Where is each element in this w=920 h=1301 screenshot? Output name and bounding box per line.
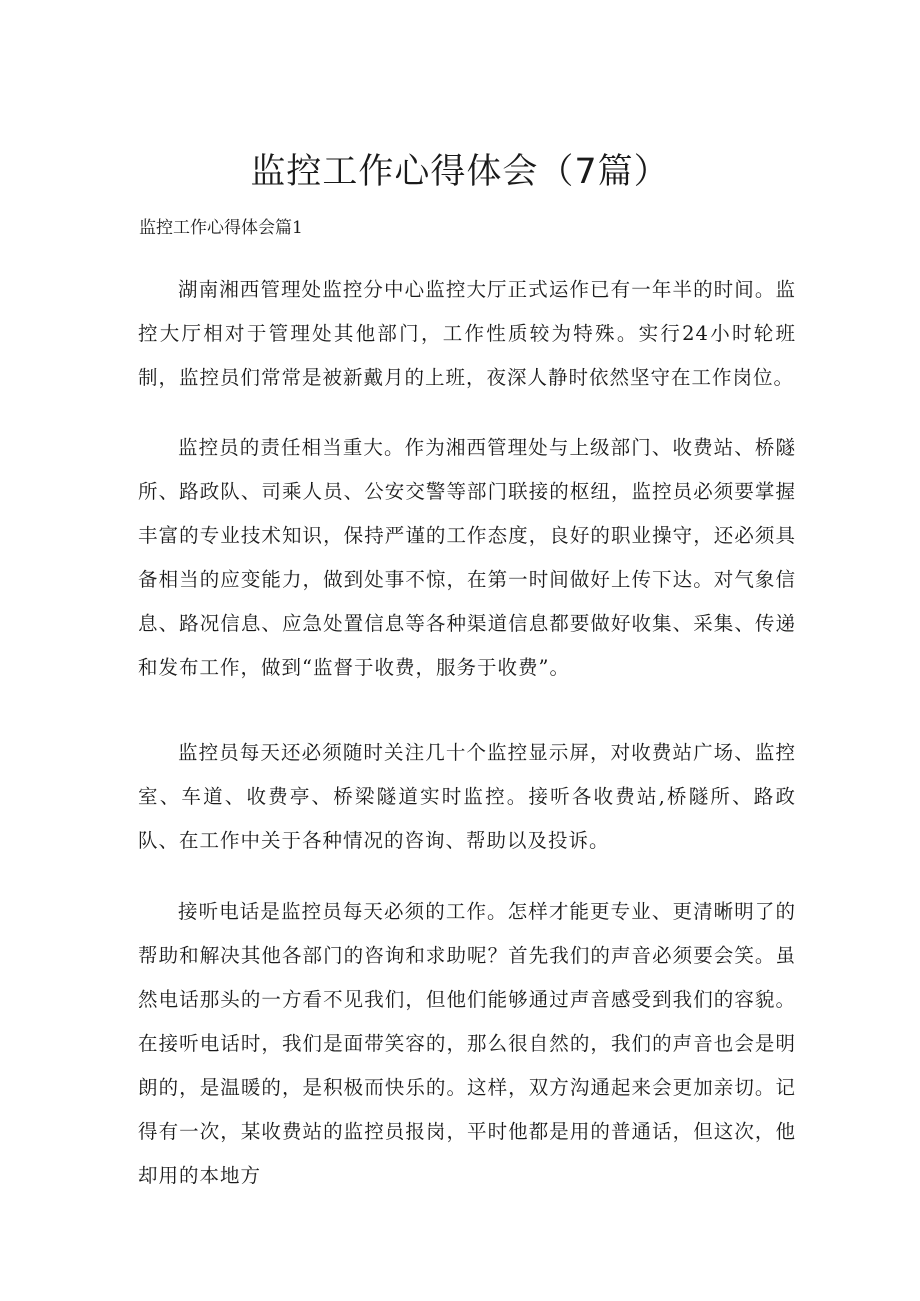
document-title: 监控工作心得体会（7篇） (250, 152, 670, 192)
section-heading: 监控工作心得体会篇1 (139, 218, 303, 238)
paragraph-2: 监控员的责任相当重大。作为湘西管理处与上级部门、收费站、桥隧所、路政队、司乘人员、公安交警等部门联接的枢纽，监控员必须要掌握丰富的专业技术知识，保持严谨的工作态度，良好的职业操守，还必须具备相当的应变能力，做到处事不惊，在第一时间做好上传下达。对气象信息、路况信息、应急处置信息等各种渠道信息都要做好收集、采集、传递和发布工作，做到“监督于收费，服务于收费”。 (138, 436, 796, 679)
paragraph-3: 监控员每天还必须随时关注几十个监控显示屏，对收费站广场、监控室、车道、收费亭、桥梁隧道实时监控。接听各收费站,桥隧所、路政队、在工作中关于各种情况的咨询、帮助以及投诉。 (138, 741, 796, 852)
paragraph-4: 接听电话是监控员每天必须的工作。怎样才能更专业、更清晰明了的帮助和解决其他各部门的咨询和求助呢？首先我们的声音必须要会笑。虽然电话那头的一方看不见我们，但他们能够通过声音感受到我们的容貌。在接听电话时，我们是面带笑容的，那么很自然的，我们的声音也会是明朗的，是温暖的，是积极而快乐的。这样，双方沟通起来会更加亲切。记得有一次，某收费站的监控员报岗，平时他都是用的普通话，但这次，他却用的本地方 (138, 900, 796, 1187)
paragraph-1: 湖南湘西管理处监控分中心监控大厅正式运作已有一年半的时间。监控大厅相对于管理处其他部门，工作性质较为特殊。实行24小时轮班制，监控员们常常是被新戴月的上班，夜深人静时依然坚守在工作岗位。 (138, 278, 796, 389)
